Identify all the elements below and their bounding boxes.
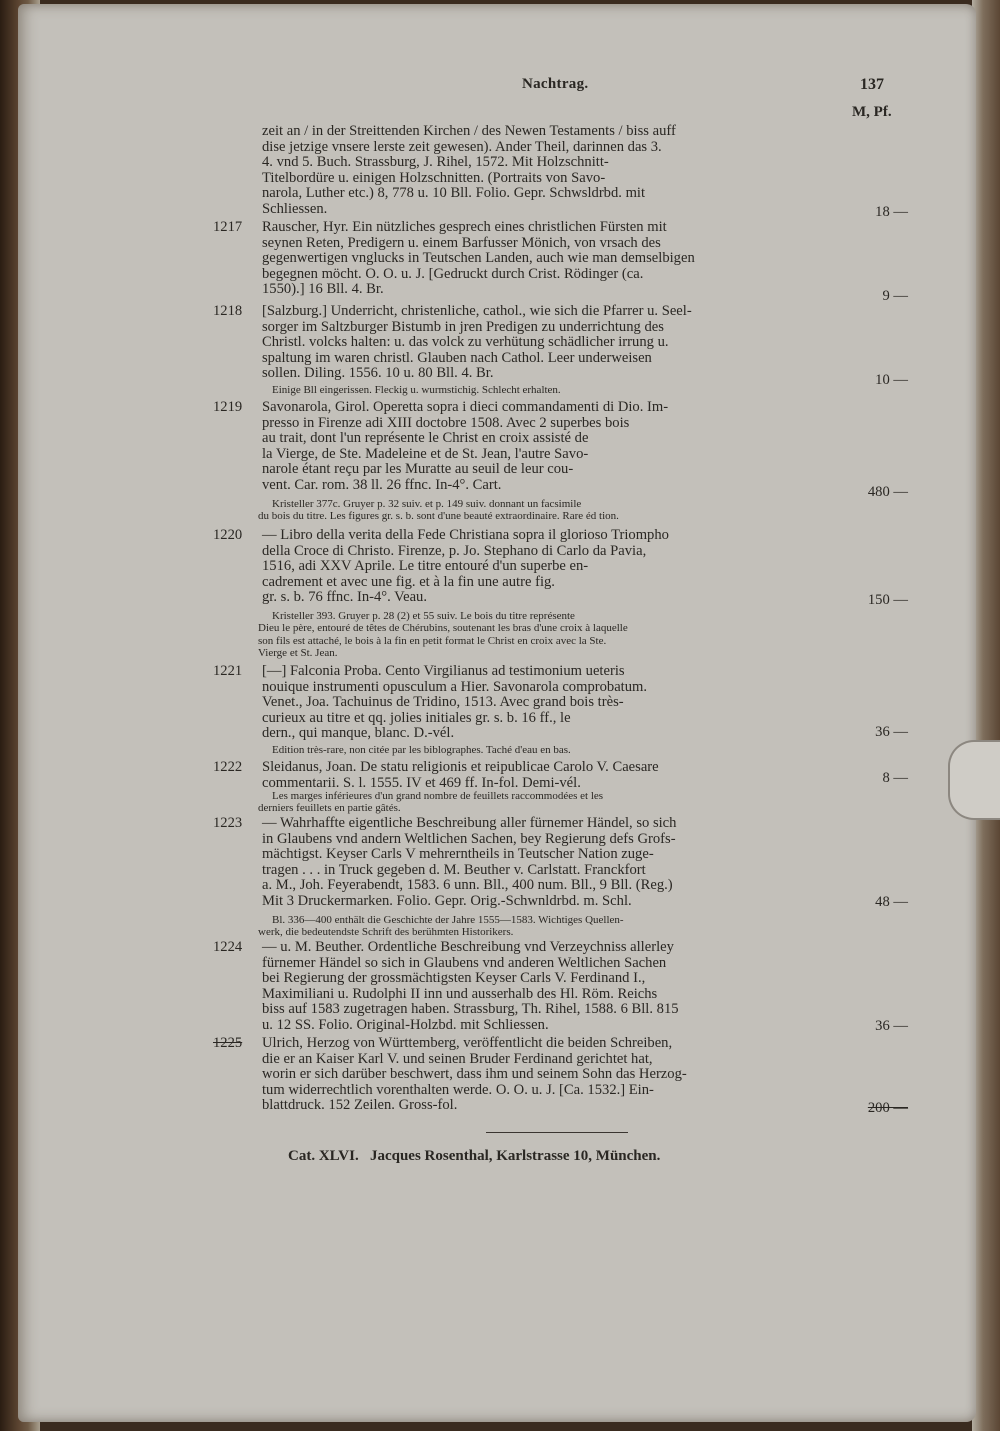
catalog-entry-struck (213, 1036, 845, 1114)
entry-text: Sleidanus, Joan. De statu religionis et reipublicae Carolo V. Caesare commentarii. S. l. 1555. IV et 469 ff. In-fol. Demi-vél. (262, 759, 659, 791)
entry-text: Savonarola, Girol. Operetta sopra i dieci commandamenti di Dio. Im- presso in Firenze adi XIII doctobre 1508. Avec 2 superbes bois au trait, dont l'un représente le Christ en croix assisté de la Vierge, de Ste. Madeleine et de St. Jean, l'autre Savo- narole étant reçu par les Muratte au seuil de leur cou- vent. Car. rom. 38 ll. 26 ffnc. In-4°. Cart. (262, 399, 669, 493)
entry-number: 1225 (213, 1035, 243, 1051)
catalog-entry (213, 124, 845, 218)
catalog-entry (213, 304, 845, 382)
catalog-entry (213, 400, 845, 494)
entry-price: 18 — (875, 204, 908, 220)
catalog-entry (213, 816, 845, 910)
catalog-number: Cat. XLVI. (288, 1148, 359, 1164)
catalog-footer (288, 1148, 848, 1165)
entry-number: 1217 (213, 219, 243, 235)
entry-price: 10 — (875, 372, 908, 388)
entry-note: Edition très-rare, non citée par les biblographes. Taché d'eau en bas. (272, 744, 571, 756)
footer-divider (486, 1132, 628, 1133)
entry-number: 1220 (213, 527, 243, 543)
page-number: 137 (860, 76, 884, 93)
entry-text: — Libro della verita della Fede Christiana sopra il glorioso Triompho della Croce di Christo. Firenze, p. Jo. Stephano di Carlo da Pavia, 1516, adi XXV Aprile. Le titre entouré d'un superbe en- cadrement et avec une fig. et à la fin une autre fig. gr. s. b. 76 ffnc. In-4°. Veau. (262, 527, 669, 606)
entry-text: Ulrich, Herzog von Württemberg, veröffentlicht die beiden Schreiben, die er an Kaiser Karl V. und seinen Bruder Ferdinand gerichtet hat, worin er sich darüber beschwert, dass ihm und seinem Sohn das Herzog- tum widerrechtlich vorenthalten werde. O. O. u. J. [Ca. 1532.] Ein- blattdruck. 152 Zeilen. Gross-fol. (262, 1035, 687, 1114)
entry-price: 36 — (875, 1018, 908, 1034)
entry-number: 1222 (213, 759, 243, 775)
entry-price: 9 — (882, 288, 908, 304)
catalog-entry (213, 528, 845, 606)
running-header: Nachtrag. (522, 76, 589, 92)
entry-price: 480 — (867, 484, 908, 500)
page-edge (972, 0, 1000, 1431)
entry-note: Les marges inférieures d'un grand nombre de feuillets raccommodées et les derniers feuillets en partie gâtés. (258, 790, 604, 815)
entry-number: 1223 (213, 815, 243, 831)
catalog-entry (213, 760, 845, 791)
catalog-entry (213, 664, 845, 742)
entry-number: 1224 (213, 939, 243, 955)
publisher-line: Jacques Rosenthal, Karlstrasse 10, München. (369, 1148, 661, 1164)
entry-note: Bl. 336—400 enthält die Geschichte der Jahre 1555—1583. Wichtiges Quellen- werk, die bedeutendste Schrift des berühmten Historikers. (258, 914, 624, 939)
entry-note: Kristeller 377c. Gruyer p. 32 suiv. et p. 149 suiv. donnant un facsimile du bois du titre. Les figures gr. s. b. sont d'une beauté extraordinaire. Rare éd tion. (258, 498, 619, 523)
entry-price: 8 — (882, 770, 908, 786)
entry-text: Rauscher, Hyr. Ein nützliches gesprech eines christlichen Fürsten mit seynen Reten, Predigern u. einem Barfusser Mönich, von vrsach des gegenwertigen vnglucks in Teutschen Landen, auch wie man demselbigen begegnen möcht. O. O. u. J. [Gedruckt durch Crist. Rödinger (ca. 1550).] 16 Bll. 4. Br. (262, 219, 695, 298)
entry-text: [—] Falconia Proba. Cento Virgilianus ad testimonium ueteris nouique instrumenti opusculum a Hier. Savonarola comprobatum. Venet., Joa. Tachuinus de Tridino, 1513. Avec grand bois très- curieux au titre et qq. jolies initiales gr. s. b. 16 ff., le dern., qui manque, blanc. D.-vél. (262, 663, 648, 742)
entry-number: 1218 (213, 303, 243, 319)
entry-text: — u. M. Beuther. Ordentliche Beschreibung vnd Verzeychniss allerley fürnemer Händel so sich in Glaubens vnd anderen Weltlichen Sachen bei Regierung der grossmächtigsten Keyser Carls V. Ferdinand I., Maximiliani u. Rudolphi II inn und ausserhalb des Hl. Röm. Reichs biss auf 1583 zugetragen haben. Strassburg, Th. Rihel, 1588. 6 Bll. 815 u. 12 SS. Folio. Original-Holzbd. mit Schliessen. (262, 939, 679, 1033)
entry-price: 48 — (875, 894, 908, 910)
entry-price: 200 — (867, 1100, 908, 1116)
catalog-page (18, 4, 976, 1422)
entry-number: 1219 (213, 399, 243, 415)
catalog-entry (213, 940, 845, 1034)
catalog-entry (213, 220, 845, 298)
entry-price: 36 — (875, 724, 908, 740)
entry-price: 150 — (867, 592, 908, 608)
price-column-header: M, Pf. (852, 104, 892, 120)
entry-text: — Wahrhaffte eigentliche Beschreibung aller fürnemer Händel, so sich in Glaubens vnd andern Weltlichen Sachen, bey Regierung defs Grofs- mächtigst. Keyser Carls V mehrerntheils in Teutscher Nation zuge- tragen . . . in Truck gegeben d. M. Beuther v. Carlstatt. Franckfort a. M., Joh. Feyerabendt, 1583. 6 unn. Bll., 400 num. Bll., 9 Bll. (Reg.) Mit 3 Druckermarken. Folio. Gepr. Orig.-Schwnldrbd. m. Schl. (262, 815, 677, 909)
entry-text: zeit an / in der Streittenden Kirchen / des Newen Testaments / biss auff dise jetzige vnsere lerste zeit gewesen). Ander Theil, darinnen das 3. 4. vnd 5. Buch. Strassburg, J. Rihel, 1572. Mit Holzschnitt- Titelbordüre u. einigen Holzschnitten. (Portraits von Savo- narola, Luther etc.) 8, 778 u. 10 Bll. Folio. Gepr. Schwsldrbd. mit Schliessen. (262, 123, 676, 217)
entry-note: Einige Bll eingerissen. Fleckig u. wurmstichig. Schlecht erhalten. (272, 384, 561, 396)
paper-clip (948, 740, 1000, 820)
entry-note: Kristeller 393. Gruyer p. 28 (2) et 55 suiv. Le bois du titre représente Dieu le père, entouré de têtes de Chérubins, soutenant les bras d'une croix à laquelle son fils est attaché, le bois à la fin en petit format le Christ en croix avec la Ste. Vierge et St. Jean. (258, 610, 628, 660)
entry-number: 1221 (213, 663, 243, 679)
entry-text: [Salzburg.] Underricht, christenliche, cathol., wie sich die Pfarrer u. Seel- sorger im Saltzburger Bistumb in jren Predigen zu underrichtung des Christl. volcks halten: u. das volck zu verhütung schädlicher irrung u. spaltung im waren christl. Glauben nach Cathol. Leer underweisen sollen. Diling. 1556. 10 u. 80 Bll. 4. Br. (262, 303, 692, 382)
